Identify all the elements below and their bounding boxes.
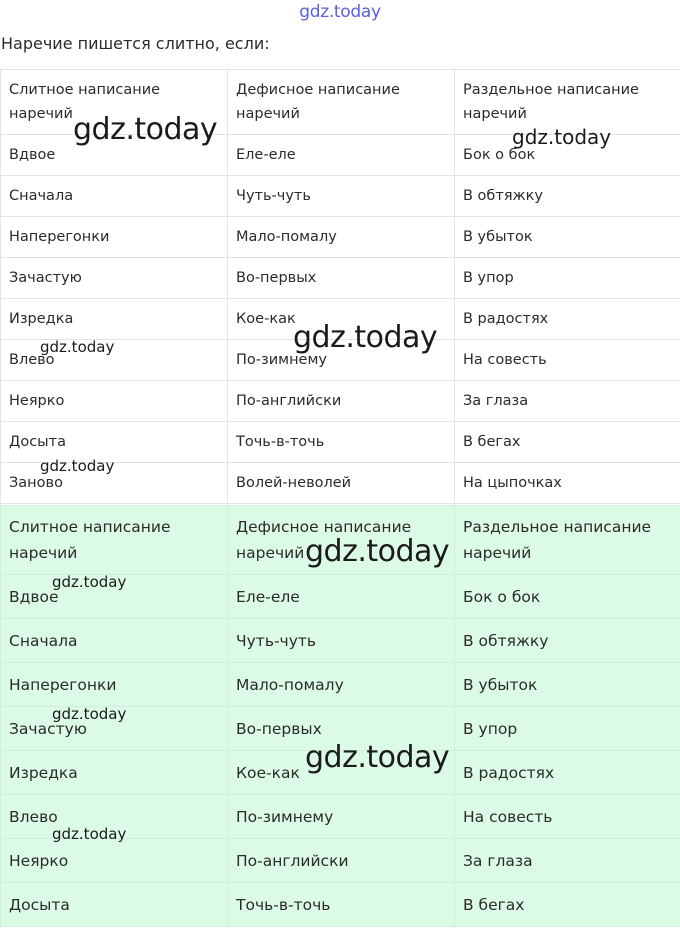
header-separate: Раздельное написание наречий	[455, 70, 680, 135]
cell-solid: Сначала	[1, 176, 228, 217]
header-hyphen: Дефисное написание наречий	[228, 70, 455, 135]
cell-separate: В упор	[455, 258, 680, 299]
table-row	[1, 463, 680, 504]
cell-separate: В бегах	[455, 883, 680, 927]
intro-text: Наречие пишется слитно, если:	[1, 34, 270, 53]
cell-solid: Зачастую	[1, 707, 228, 751]
cell-hyphen: Чуть-чуть	[228, 619, 455, 663]
cell-hyphen: По-английски	[228, 839, 455, 883]
watermark: gdz.today	[305, 534, 450, 569]
cell-solid: Изредка	[1, 299, 228, 340]
table-row	[1, 883, 680, 927]
table-row	[1, 299, 680, 340]
cell-hyphen: По-зимнему	[228, 795, 455, 839]
cell-separate: В бегах	[455, 422, 680, 463]
adverb-table-plain	[0, 69, 680, 504]
cell-solid: Наперегонки	[1, 217, 228, 258]
table-row	[1, 340, 680, 381]
cell-solid: Влево	[1, 340, 228, 381]
watermark: gdz.today	[305, 740, 450, 775]
cell-solid: Неярко	[1, 839, 228, 883]
header-separate: Раздельное написание наречий	[455, 506, 680, 575]
table-row	[1, 217, 680, 258]
cell-separate: За глаза	[455, 839, 680, 883]
table-row	[1, 176, 680, 217]
cell-separate: На цыпочках	[455, 463, 680, 504]
cell-hyphen: Еле-еле	[228, 575, 455, 619]
table-row	[1, 839, 680, 883]
cell-separate: В убыток	[455, 663, 680, 707]
header-solid: Слитное написание наречий	[1, 506, 228, 575]
watermark: gdz.today	[40, 457, 115, 475]
cell-separate: За глаза	[455, 381, 680, 422]
cell-separate: В обтяжку	[455, 619, 680, 663]
cell-solid: Наперегонки	[1, 663, 228, 707]
header-hyphen: Дефисное написание наречий	[228, 506, 455, 575]
cell-solid: Досыта	[1, 422, 228, 463]
cell-solid: Заново	[1, 463, 228, 504]
cell-separate: Бок о бок	[455, 575, 680, 619]
table-header-row	[1, 70, 680, 135]
cell-separate: В убыток	[455, 217, 680, 258]
table-row	[1, 663, 680, 707]
cell-separate: На совесть	[455, 795, 680, 839]
table-row	[1, 258, 680, 299]
cell-solid: Зачастую	[1, 258, 228, 299]
cell-separate: В упор	[455, 707, 680, 751]
cell-hyphen: Мало-помалу	[228, 663, 455, 707]
header-solid: Слитное написание наречий	[1, 70, 228, 135]
cell-hyphen: Точь-в-точь	[228, 883, 455, 927]
cell-separate: В радостях	[455, 751, 680, 795]
cell-hyphen: Чуть-чуть	[228, 176, 455, 217]
table-row	[1, 751, 680, 795]
watermark: gdz.today	[52, 705, 127, 723]
table-row	[1, 795, 680, 839]
cell-solid: Вдвое	[1, 135, 228, 176]
cell-solid: Досыта	[1, 883, 228, 927]
table-row	[1, 422, 680, 463]
cell-hyphen: Во-первых	[228, 258, 455, 299]
cell-hyphen: Точь-в-точь	[228, 422, 455, 463]
adverb-table-highlighted	[0, 505, 680, 927]
cell-hyphen: По-английски	[228, 381, 455, 422]
cell-hyphen: Кое-как	[228, 299, 455, 340]
cell-separate: На совесть	[455, 340, 680, 381]
cell-hyphen: Еле-еле	[228, 135, 455, 176]
watermark: gdz.today	[512, 125, 612, 149]
table-row	[1, 619, 680, 663]
cell-hyphen: Волей-неволей	[228, 463, 455, 504]
cell-separate: В обтяжку	[455, 176, 680, 217]
table-header-row	[1, 506, 680, 575]
cell-solid: Неярко	[1, 381, 228, 422]
cell-hyphen: Во-первых	[228, 707, 455, 751]
site-logo[interactable]: gdz.today	[299, 2, 381, 22]
table-row	[1, 135, 680, 176]
cell-solid: Влево	[1, 795, 228, 839]
cell-solid: Изредка	[1, 751, 228, 795]
watermark: gdz.today	[52, 825, 127, 843]
table-row	[1, 381, 680, 422]
table-row	[1, 707, 680, 751]
cell-separate: Бок о бок	[455, 135, 680, 176]
watermark: gdz.today	[293, 320, 438, 355]
cell-hyphen: Мало-помалу	[228, 217, 455, 258]
watermark: gdz.today	[73, 112, 218, 147]
watermark: gdz.today	[40, 338, 115, 356]
cell-separate: В радостях	[455, 299, 680, 340]
cell-solid: Вдвое	[1, 575, 228, 619]
cell-hyphen: По-зимнему	[228, 340, 455, 381]
cell-hyphen: Кое-как	[228, 751, 455, 795]
watermark: gdz.today	[52, 573, 127, 591]
cell-solid: Сначала	[1, 619, 228, 663]
table-row	[1, 575, 680, 619]
